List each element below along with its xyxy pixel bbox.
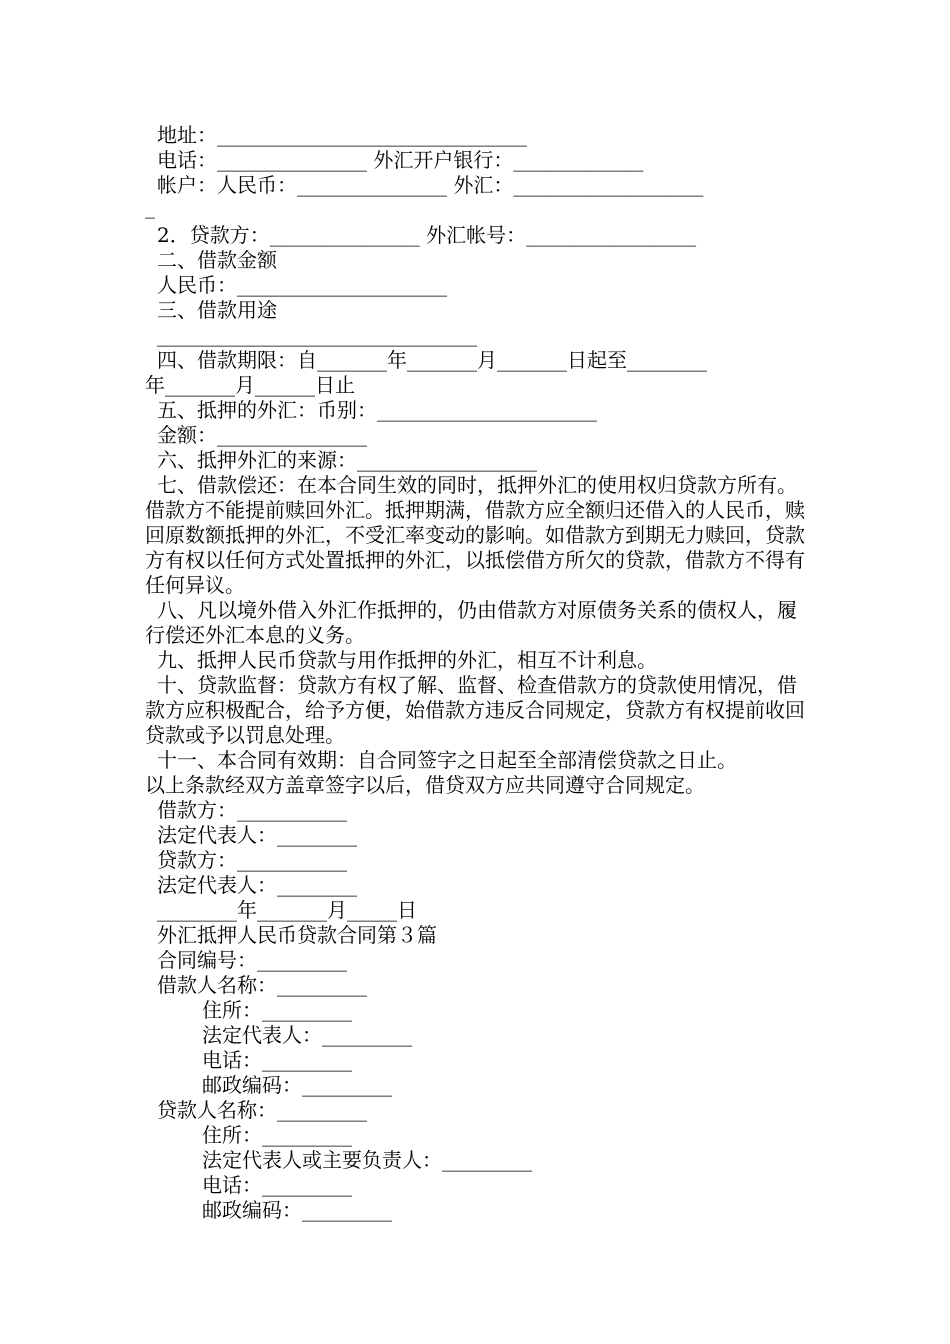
lender-line: 2．贷款方：_______________ 外汇帐号：_________________ — [157, 223, 697, 247]
phone-bank-line: 电话：_______________ 外汇开户银行：_____________ — [157, 148, 644, 172]
borrower-rep-sign: 法定代表人：________ — [157, 823, 357, 847]
purpose-blank: ________________________________ — [157, 323, 477, 347]
lender-phone: 电话：_________ — [202, 1173, 352, 1197]
lender-legal-rep: 法定代表人或主要负责人：_________ — [202, 1148, 532, 1172]
borrower-name: 借款人名称：_________ — [157, 973, 367, 997]
borrower-legal-rep: 法定代表人：_________ — [202, 1023, 412, 1047]
address-line: 地址：_______________________________ — [157, 123, 527, 147]
currency-line: 五、抵押的外汇：币别：______________________ — [157, 398, 597, 422]
contract-title: 外汇抵押人民币贷款合同第３篇 — [157, 923, 437, 947]
lender-name: 贷款人名称：_________ — [157, 1098, 367, 1122]
section-amount-heading: 二、借款金额 — [157, 248, 277, 272]
clause-7: 七、借款偿还：在本合同生效的同时，抵押外汇的使用权归贷款方所有。借款方不能提前赎回外汇。抵押期满，借款方应全额归还借入的人民币，赎回原数额抵押的外汇，不受汇率变动的影响。如借款方到期无力赎回，贷款方有权以任何方式处置抵押的外汇，以抵偿借方所欠的贷款，借款方不得有任何异议。 — [145, 473, 805, 597]
section-purpose-heading: 三、借款用途 — [157, 298, 277, 322]
term-line-cont: 年_______月______日止 — [145, 373, 355, 397]
borrower-address: 住所：_________ — [202, 998, 352, 1022]
amount-line: 金额：_______________ — [157, 423, 367, 447]
document-page — [145, 123, 810, 1223]
lender-rep-sign: 法定代表人：________ — [157, 873, 357, 897]
clause-9: 九、抵押人民币贷款与用作抵押的外汇，相互不计利息。 — [157, 648, 657, 672]
borrower-postcode: 邮政编码：_________ — [202, 1073, 392, 1097]
clause-11: 十一、本合同有效期：自合同签字之日起至全部清偿贷款之日止。 — [157, 748, 737, 772]
borrower-phone: 电话：_________ — [202, 1048, 352, 1072]
lender-address: 住所：_________ — [202, 1123, 352, 1147]
contract-number: 合同编号：_________ — [157, 948, 347, 972]
source-line: 六、抵押外汇的来源：__________________ — [157, 448, 537, 472]
term-line: 四、借款期限：自_______年_______月_______日起至________ — [157, 348, 707, 372]
rmb-line: 人民币：_____________________ — [157, 273, 447, 297]
lender-sign: 贷款方：___________ — [157, 848, 347, 872]
lender-postcode: 邮政编码：_________ — [202, 1198, 392, 1222]
clause-10: 十、贷款监督：贷款方有权了解、监督、检查借款方的贷款使用情况，借款方应积极配合，给予方便，始借款方违反合同规定，贷款方有权提前收回贷款或予以罚息处理。 — [145, 673, 805, 747]
underscore-wrap: _ — [145, 195, 155, 219]
closing-line: 以上条款经双方盖章签字以后，借贷双方应共同遵守合同规定。 — [145, 773, 705, 797]
account-line: 帐户：人民币：_______________ 外汇：___________________ — [157, 173, 704, 197]
clause-8: 八、凡以境外借入外汇作抵押的，仍由借款方对原债务关系的债权人，履行偿还外汇本息的义务。 — [145, 598, 797, 647]
borrower-sign: 借款方：___________ — [157, 798, 347, 822]
date-line: ________年_______月_____日 — [157, 898, 417, 922]
